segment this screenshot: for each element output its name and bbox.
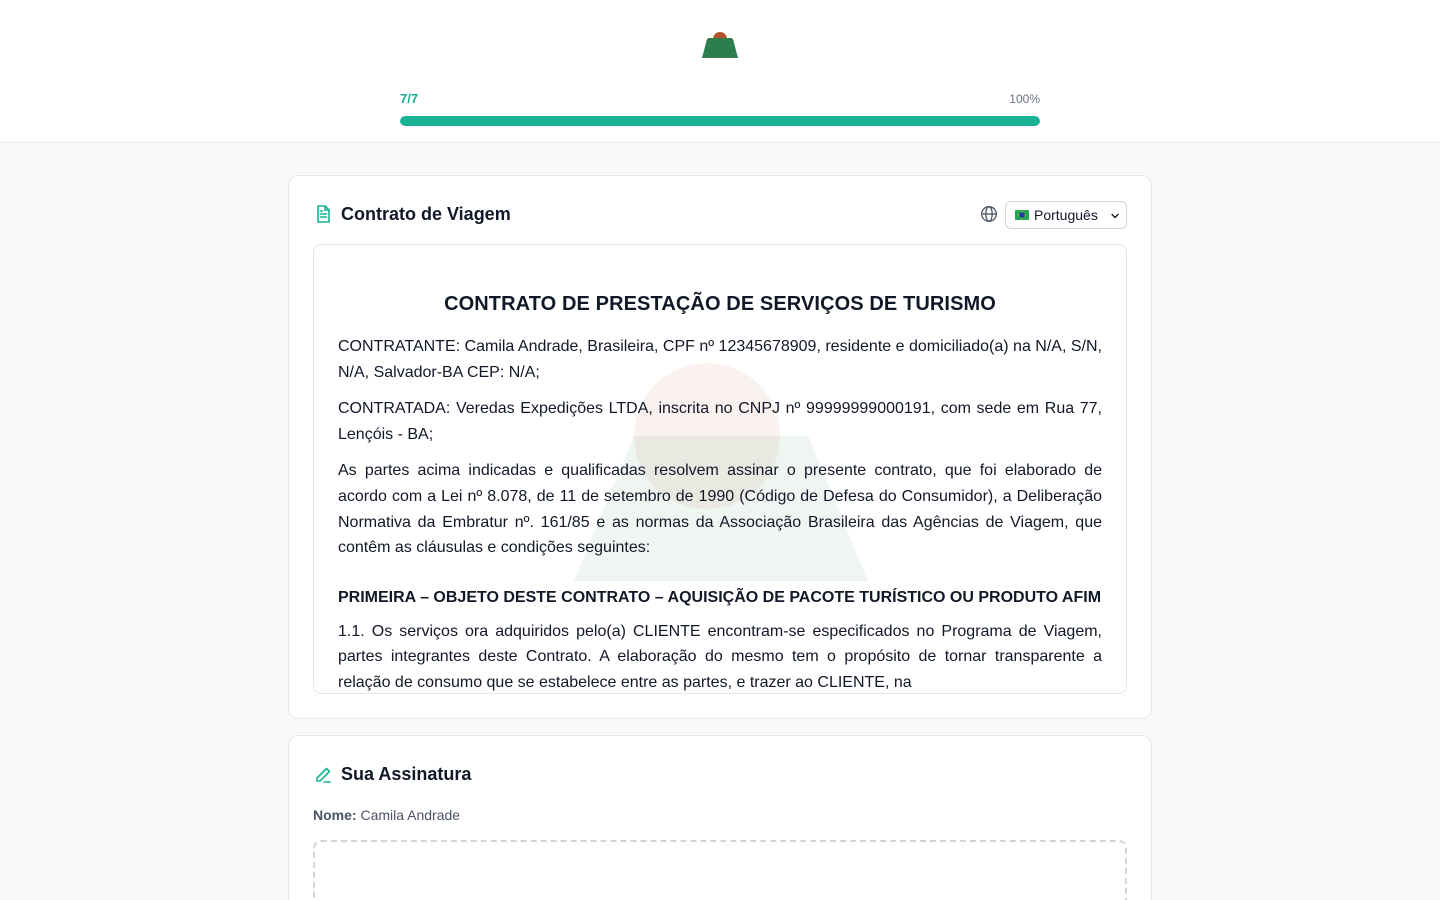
contract-card (288, 175, 1152, 719)
document-title: CONTRATO DE PRESTAÇÃO DE SERVIÇOS DE TURISMO (444, 293, 996, 315)
globe-icon (980, 205, 998, 223)
signature-card (288, 735, 1152, 900)
chevron-down-icon (1110, 211, 1120, 221)
language-select[interactable] (1005, 201, 1127, 229)
clause-paragraph: 1.1. Os serviços ora adquiridos pelo(a) CLIENTE encontram-se especificados no Programa de Viagem, partes integrantes deste Contrato. A elaboração do mesmo tem o propósito de tornar transparente a relação de consumo que se estabelece entre as partes, e trazer ao CLIENTE, na (338, 622, 1102, 691)
preamble-paragraph: As partes acima indicadas e qualificadas resolvem assinar o presente contrato, que foi elaborado de acordo com a Lei nº 8.078, de 11 de setembro de 1990 (Código de Defesa do Consumidor), a Deliberação Normativa da Embratur nº. 161/85 e as normas da Associação Brasileira das Agências de Viagem, que contêm as cláusulas e condições seguintes: (338, 462, 1102, 557)
top-bar (0, 0, 1440, 143)
signer-name-value: Camila Andrade (360, 807, 461, 823)
clause-heading: PRIMEIRA – OBJETO DESTE CONTRATO – AQUISIÇÃO DE PACOTE TURÍSTICO OU PRODUTO AFIM (338, 588, 1102, 606)
document-icon (313, 204, 333, 224)
progress-bar-fill (400, 116, 1040, 126)
language-select-value: Português (1034, 207, 1098, 223)
signature-pad[interactable] (313, 840, 1127, 900)
mountain-logo-icon (702, 31, 738, 58)
contract-document-scroll[interactable] (313, 244, 1127, 694)
progress-percent-label: 100% (1009, 92, 1040, 106)
contract-card-title: Contrato de Viagem (341, 204, 511, 224)
signer-name-label: Nome: (313, 807, 357, 823)
progress-bar (400, 116, 1040, 126)
contract-document-body (338, 293, 1102, 694)
brazil-flag-icon (1015, 210, 1029, 220)
pen-icon (313, 765, 333, 785)
signature-card-title: Sua Assinatura (341, 764, 472, 784)
signer-name-line (313, 807, 460, 823)
progress-step-label: 7/7 (400, 91, 419, 106)
contratante-paragraph: CONTRATANTE: Camila Andrade, Brasileira, CPF nº 12345678909, residente e domiciliado(a) na N/A, S/N, N/A, Salvador-BA CEP: N/A; (338, 338, 1102, 381)
contratada-paragraph: CONTRATADA: Veredas Expedições LTDA, inscrita no CNPJ nº 99999999000191, com sede em Rua 77, Lençóis - BA; (338, 400, 1102, 443)
